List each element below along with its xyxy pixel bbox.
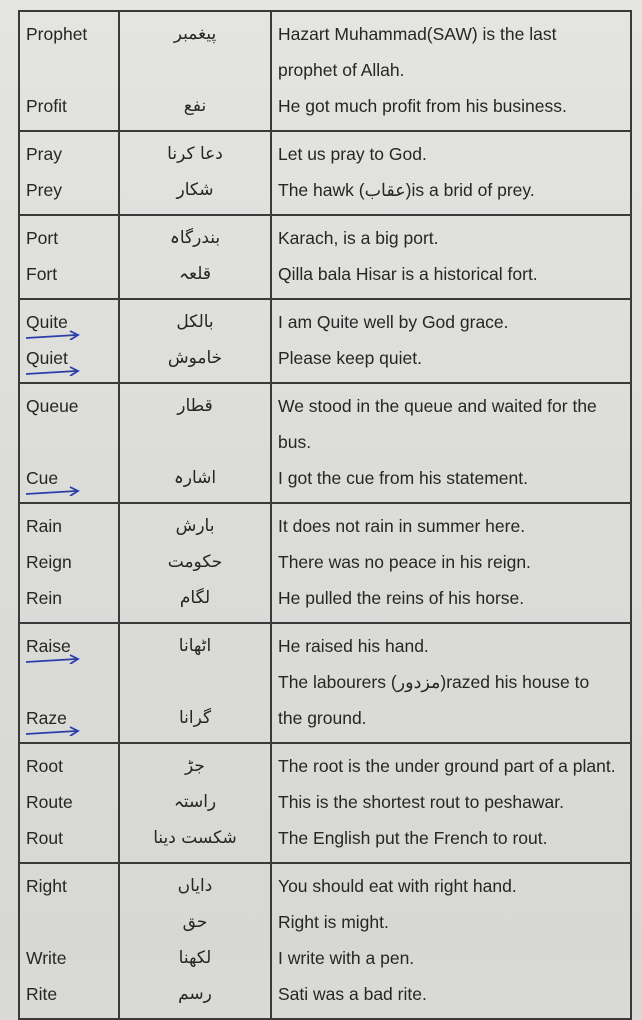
- urdu-meaning: اشارہ: [173, 468, 217, 488]
- urdu-meaning: راستہ: [173, 792, 217, 812]
- english-word: Prey: [26, 180, 62, 200]
- spacer: [126, 52, 264, 88]
- english-word: Write: [26, 948, 67, 968]
- word-cell: [19, 11, 119, 131]
- english-word: Rein: [26, 588, 62, 608]
- urdu-cell: [119, 299, 271, 383]
- english-word: Rout: [26, 828, 63, 848]
- table-row: [19, 743, 631, 863]
- english-word: Raise: [26, 636, 71, 656]
- word-line: [26, 628, 112, 664]
- english-word: Quiet: [26, 348, 68, 368]
- example-sentence: Let us pray to God.: [278, 144, 427, 164]
- urdu-meaning: پیغمبر: [173, 24, 217, 44]
- english-word: Profit: [26, 96, 67, 116]
- example-sentence: The labourers (مزدور)razed his house to: [278, 672, 590, 692]
- word-line: [26, 136, 112, 172]
- word-cell: [19, 131, 119, 215]
- pen-arrow-icon: [26, 366, 84, 376]
- spacer: [126, 424, 264, 460]
- english-word: Fort: [26, 264, 58, 284]
- example-sentence: This is the shortest rout to peshawar.: [278, 792, 564, 812]
- sentence-cell: [271, 743, 631, 863]
- word-cell: [19, 623, 119, 743]
- example-sentence: He got much profit from his business.: [278, 96, 567, 116]
- pen-arrow-icon: [26, 330, 84, 340]
- urdu-meaning: قطار: [177, 396, 213, 416]
- word-cell: [19, 299, 119, 383]
- word-line: [26, 88, 112, 124]
- word-line: [26, 748, 112, 784]
- urdu-meaning: لکھنا: [178, 948, 212, 968]
- urdu-meaning: خاموش: [167, 348, 223, 368]
- word-line: [26, 700, 112, 736]
- table-row: [19, 131, 631, 215]
- example-sentence: I write with a pen.: [278, 948, 415, 968]
- word-line: [26, 340, 112, 376]
- sentence-cell: [271, 383, 631, 503]
- urdu-cell: [119, 623, 271, 743]
- spacer: [126, 664, 264, 700]
- vocabulary-table: [18, 10, 632, 1020]
- example-sentence: bus.: [278, 432, 312, 452]
- table-row: [19, 383, 631, 503]
- word-line: [26, 172, 112, 208]
- example-sentence: Right is might.: [278, 912, 389, 932]
- table-row: [19, 11, 631, 131]
- word-cell: [19, 383, 119, 503]
- sentence-cell: [271, 503, 631, 623]
- sentence-cell: [271, 215, 631, 299]
- urdu-meaning: نفع: [183, 96, 207, 116]
- urdu-cell: [119, 743, 271, 863]
- word-line: [26, 544, 112, 580]
- word-line: [26, 304, 112, 340]
- example-sentence: It does not rain in summer here.: [278, 516, 526, 536]
- urdu-meaning: دعا کرنا: [167, 144, 223, 164]
- example-sentence: He pulled the reins of his horse.: [278, 588, 525, 608]
- table-row: [19, 215, 631, 299]
- example-sentence: There was no peace in his reign.: [278, 552, 531, 572]
- english-word: Pray: [26, 144, 62, 164]
- urdu-cell: [119, 383, 271, 503]
- word-line: [26, 904, 112, 940]
- example-sentence: the ground.: [278, 708, 367, 728]
- english-word: Raze: [26, 708, 67, 728]
- sentence-cell: [271, 299, 631, 383]
- urdu-meaning: قلعہ: [179, 264, 211, 284]
- english-word: Route: [26, 792, 73, 812]
- example-sentence: He raised his hand.: [278, 636, 429, 656]
- english-word: Right: [26, 876, 67, 896]
- urdu-meaning: بارش: [175, 516, 215, 536]
- urdu-meaning: لگام: [179, 588, 211, 608]
- word-line: [26, 220, 112, 256]
- sentence-cell: [271, 131, 631, 215]
- urdu-meaning: جڑ: [185, 756, 205, 776]
- word-line: [26, 256, 112, 292]
- english-word: Port: [26, 228, 59, 248]
- table-row: [19, 623, 631, 743]
- example-sentence: You should eat with right hand.: [278, 876, 517, 896]
- example-sentence: Sati was a bad rite.: [278, 984, 427, 1004]
- urdu-meaning: رسم: [178, 984, 212, 1004]
- urdu-cell: [119, 131, 271, 215]
- pen-arrow-icon: [26, 486, 84, 496]
- example-sentence: The hawk (عقاب)is a brid of prey.: [278, 180, 535, 200]
- english-word: Prophet: [26, 24, 88, 44]
- word-cell: [19, 743, 119, 863]
- word-line: [26, 820, 112, 856]
- table-row: [19, 299, 631, 383]
- example-sentence: prophet of Allah.: [278, 60, 405, 80]
- example-sentence: Qilla bala Hisar is a historical fort.: [278, 264, 538, 284]
- english-word: Queue: [26, 396, 79, 416]
- urdu-meaning: بالکل: [176, 312, 214, 332]
- urdu-meaning: اٹھانا: [178, 636, 212, 656]
- urdu-meaning: دایاں: [177, 876, 213, 896]
- spacer: [26, 52, 112, 88]
- word-line: [26, 940, 112, 976]
- word-line: [26, 868, 112, 904]
- example-sentence: We stood in the queue and waited for the: [278, 396, 597, 416]
- urdu-cell: [119, 503, 271, 623]
- word-line: [26, 580, 112, 616]
- english-word: Root: [26, 756, 63, 776]
- pen-arrow-icon: [26, 654, 84, 664]
- urdu-cell: [119, 11, 271, 131]
- word-line: [26, 784, 112, 820]
- urdu-meaning: حکومت: [167, 552, 223, 572]
- urdu-cell: [119, 215, 271, 299]
- urdu-meaning: شکست دینا: [153, 828, 237, 848]
- word-line: [26, 976, 112, 1012]
- word-cell: [19, 503, 119, 623]
- table-row: [19, 503, 631, 623]
- example-sentence: I am Quite well by God grace.: [278, 312, 509, 332]
- word-cell: [19, 863, 119, 1019]
- example-sentence: The root is the under ground part of a plant.: [278, 756, 616, 776]
- sentence-cell: [271, 863, 631, 1019]
- english-word: Rite: [26, 984, 58, 1004]
- english-word: Rain: [26, 516, 62, 536]
- example-sentence: I got the cue from his statement.: [278, 468, 528, 488]
- example-sentence: Hazart Muhammad(SAW) is the last: [278, 24, 557, 44]
- spacer: [26, 664, 112, 700]
- sentence-cell: [271, 623, 631, 743]
- example-sentence: The English put the French to rout.: [278, 828, 548, 848]
- english-word: Cue: [26, 468, 59, 488]
- spacer: [26, 424, 112, 460]
- urdu-meaning: شکار: [176, 180, 214, 200]
- english-word: Quite: [26, 312, 68, 332]
- urdu-meaning: حق: [182, 912, 208, 932]
- table-row: [19, 863, 631, 1019]
- word-line: [26, 508, 112, 544]
- word-line: [26, 460, 112, 496]
- urdu-meaning: بندرگاہ: [169, 228, 221, 248]
- urdu-cell: [119, 863, 271, 1019]
- word-cell: [19, 215, 119, 299]
- pen-arrow-icon: [26, 726, 84, 736]
- example-sentence: Karach, is a big port.: [278, 228, 439, 248]
- english-word: Reign: [26, 552, 72, 572]
- example-sentence: Please keep quiet.: [278, 348, 422, 368]
- urdu-meaning: گرانا: [178, 708, 212, 728]
- sentence-cell: [271, 11, 631, 131]
- word-line: [26, 16, 112, 52]
- word-line: [26, 388, 112, 424]
